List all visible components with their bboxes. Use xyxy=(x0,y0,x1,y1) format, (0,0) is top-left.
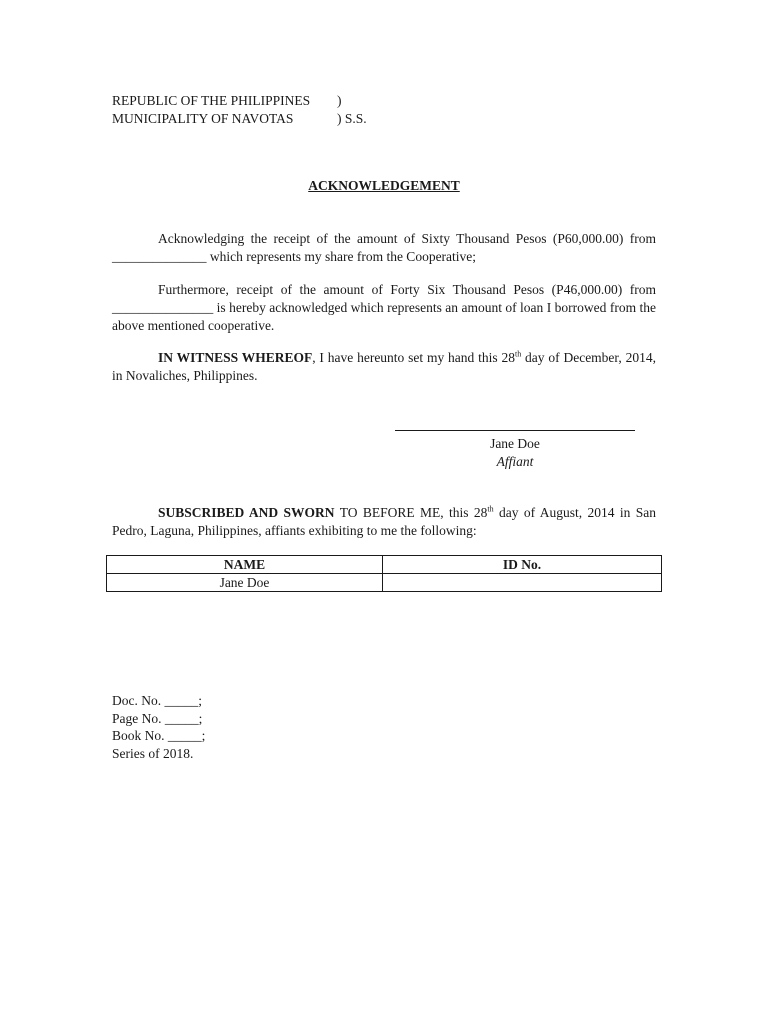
affiant-name: Jane Doe xyxy=(490,436,540,451)
para4-sup: th xyxy=(487,504,494,514)
para4-text-a: TO BEFORE ME, this 28 xyxy=(334,505,488,520)
paragraph-receipt-loan xyxy=(112,281,656,335)
paragraph-subscribed xyxy=(112,504,656,540)
header-name: NAME xyxy=(107,556,383,574)
cell-id-no xyxy=(383,574,662,592)
para3-text-a: , I have hereunto set my hand this 28 xyxy=(312,350,515,365)
book-no: Book No. _____; xyxy=(112,728,206,743)
para2-text-b: is hereby acknowledged which represents an amount of loan I borrowed from the above mentioned cooperative. xyxy=(112,300,656,333)
signature-line xyxy=(395,430,635,431)
paragraph-receipt-share xyxy=(112,230,656,266)
document-title: ACKNOWLEDGEMENT xyxy=(308,178,460,193)
doc-no: Doc. No. _____; xyxy=(112,693,202,708)
para1-text-a: Acknowledging the receipt of the amount of Sixty Thousand Pesos (P60,000.00) from xyxy=(158,231,656,246)
header-id-no: ID No. xyxy=(383,556,662,574)
venue-line-republic xyxy=(112,92,367,110)
para1-text-b: which represents my share from the Cooperative; xyxy=(206,249,477,264)
para2-blank: _______________ xyxy=(112,300,214,315)
para3-sup: th xyxy=(514,349,522,359)
cell-name: Jane Doe xyxy=(107,574,383,592)
venue-bracket-1: ) xyxy=(337,93,342,108)
para3-text-b: day of December, 2014, in Novaliches, Philippines. xyxy=(112,350,656,383)
venue-ss: ) S.S. xyxy=(337,111,367,126)
paragraph-witness xyxy=(112,349,656,385)
series: Series of 2018. xyxy=(112,745,194,761)
table-row xyxy=(107,574,662,592)
venue-republic: REPUBLIC OF THE PHILIPPINES xyxy=(112,93,311,108)
page-no: Page No. _____; xyxy=(112,710,203,726)
id-table xyxy=(106,555,662,592)
para2-text-a: Furthermore, receipt of the amount of Forty Six Thousand Pesos (P46,000.00) from xyxy=(158,282,656,297)
subscribed-bold: SUBSCRIBED AND SWORN xyxy=(158,505,335,520)
id-table-header-row xyxy=(107,556,662,574)
para1-blank: ______________ xyxy=(112,249,207,264)
witness-bold: IN WITNESS WHEREOF xyxy=(158,350,313,365)
para4-text-b: day of August, 2014 in San Pedro, Laguna, Philippines, affiants exhibiting to me the following: xyxy=(112,505,656,538)
venue-municipality: MUNICIPALITY OF NAVOTAS xyxy=(112,111,294,126)
notarial-doc-info xyxy=(112,692,205,762)
affiant-role: Affiant xyxy=(496,454,534,469)
venue-block xyxy=(112,92,367,128)
venue-line-municipality xyxy=(112,110,367,128)
